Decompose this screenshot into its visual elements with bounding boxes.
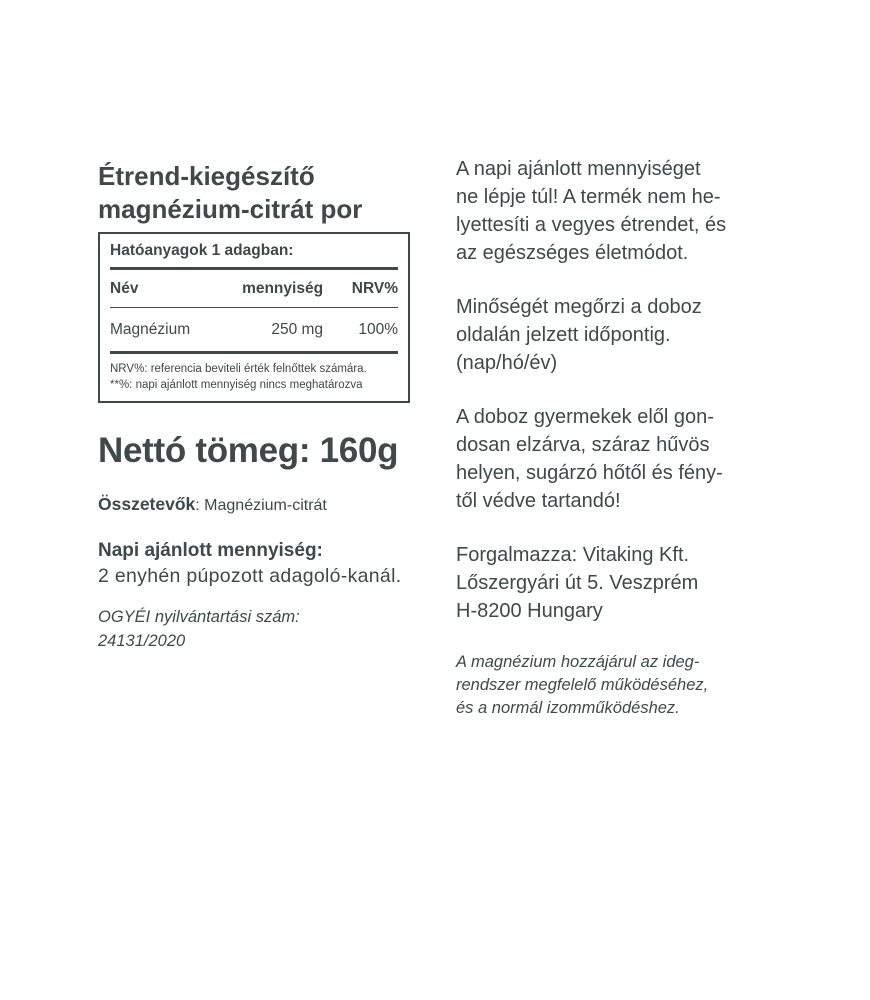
- registration-number: 24131/2020: [98, 632, 186, 650]
- thick-divider: [110, 351, 398, 354]
- ingredients: [98, 493, 418, 517]
- column-header-name: Név: [110, 280, 139, 297]
- text-line: A napi ajánlott mennyiséget: [456, 158, 701, 180]
- nutrition-header: Hatóanyagok 1 adagban:: [110, 242, 294, 259]
- title-line-1: Étrend-kiegészítő: [98, 161, 315, 191]
- net-weight: Nettó tömeg: 160g: [98, 431, 399, 470]
- ingredients-label: Összetevők: [98, 494, 196, 514]
- column-header-nrv: NRV%: [351, 280, 398, 297]
- text-line: dosan elzárva, száraz hűvös: [456, 434, 710, 456]
- text-line: (nap/hó/év): [456, 352, 558, 374]
- thin-divider: [110, 307, 398, 308]
- registration-label: OGYÉI nyilvántartási szám:: [98, 608, 300, 626]
- dosage-text: 2 enyhén púpozott adagoló-kanál.: [98, 565, 402, 587]
- footnote-2: **%: napi ajánlott mennyiség nincs meghatározva: [110, 379, 363, 391]
- right-column: [456, 155, 776, 720]
- text-line: Forgalmazza: Vitaking Kft.: [456, 544, 690, 566]
- text-line: helyen, sugárzó hőtől és fény-: [456, 462, 723, 484]
- text-line: ne lépje túl! A termék nem he-: [456, 186, 721, 208]
- column-header-amount: mennyiség: [242, 280, 324, 297]
- distributor-paragraph: [456, 541, 776, 625]
- text-line: A doboz gyermekek elől gon-: [456, 406, 714, 428]
- title-line-2: magnézium-citrát por: [98, 194, 363, 224]
- text-line: rendszer megfelelő működéséhez,: [456, 676, 709, 694]
- dosage-label: Napi ajánlott mennyiség:: [98, 540, 323, 561]
- row-amount: 250 mg: [271, 321, 324, 338]
- warning-paragraph: [456, 155, 776, 267]
- left-column: [98, 160, 418, 653]
- text-line: A magnézium hozzájárul az ideg-: [456, 653, 700, 671]
- children-warning-paragraph: [456, 403, 776, 515]
- text-line: lyettesíti a vegyes étrendet, és: [456, 214, 727, 236]
- text-line: Minőségét megőrzi a doboz: [456, 296, 702, 318]
- text-line: és a normál izomműködéshez.: [456, 699, 680, 717]
- text-line: oldalán jelzett időpontig.: [456, 324, 671, 346]
- storage-paragraph: [456, 293, 776, 377]
- text-line: az egészséges életmódot.: [456, 242, 689, 264]
- text-line: H-8200 Hungary: [456, 600, 603, 622]
- table-row: [110, 316, 398, 346]
- nutrition-table: [98, 232, 410, 403]
- text-line: től védve tartandó!: [456, 490, 621, 512]
- row-nrv: 100%: [358, 321, 398, 338]
- nutrition-column-headers: [110, 277, 398, 301]
- text-line: Lőszergyári út 5. Veszprém: [456, 572, 699, 594]
- footnote-1: NRV%: referencia beviteli érték felnőttek számára.: [110, 363, 367, 375]
- product-title: [98, 160, 418, 226]
- ingredients-value: : Magnézium-citrát: [195, 497, 327, 514]
- row-name: Magnézium: [110, 321, 191, 338]
- registration: [98, 605, 418, 653]
- health-claim: [456, 651, 776, 720]
- thick-divider: [110, 267, 398, 270]
